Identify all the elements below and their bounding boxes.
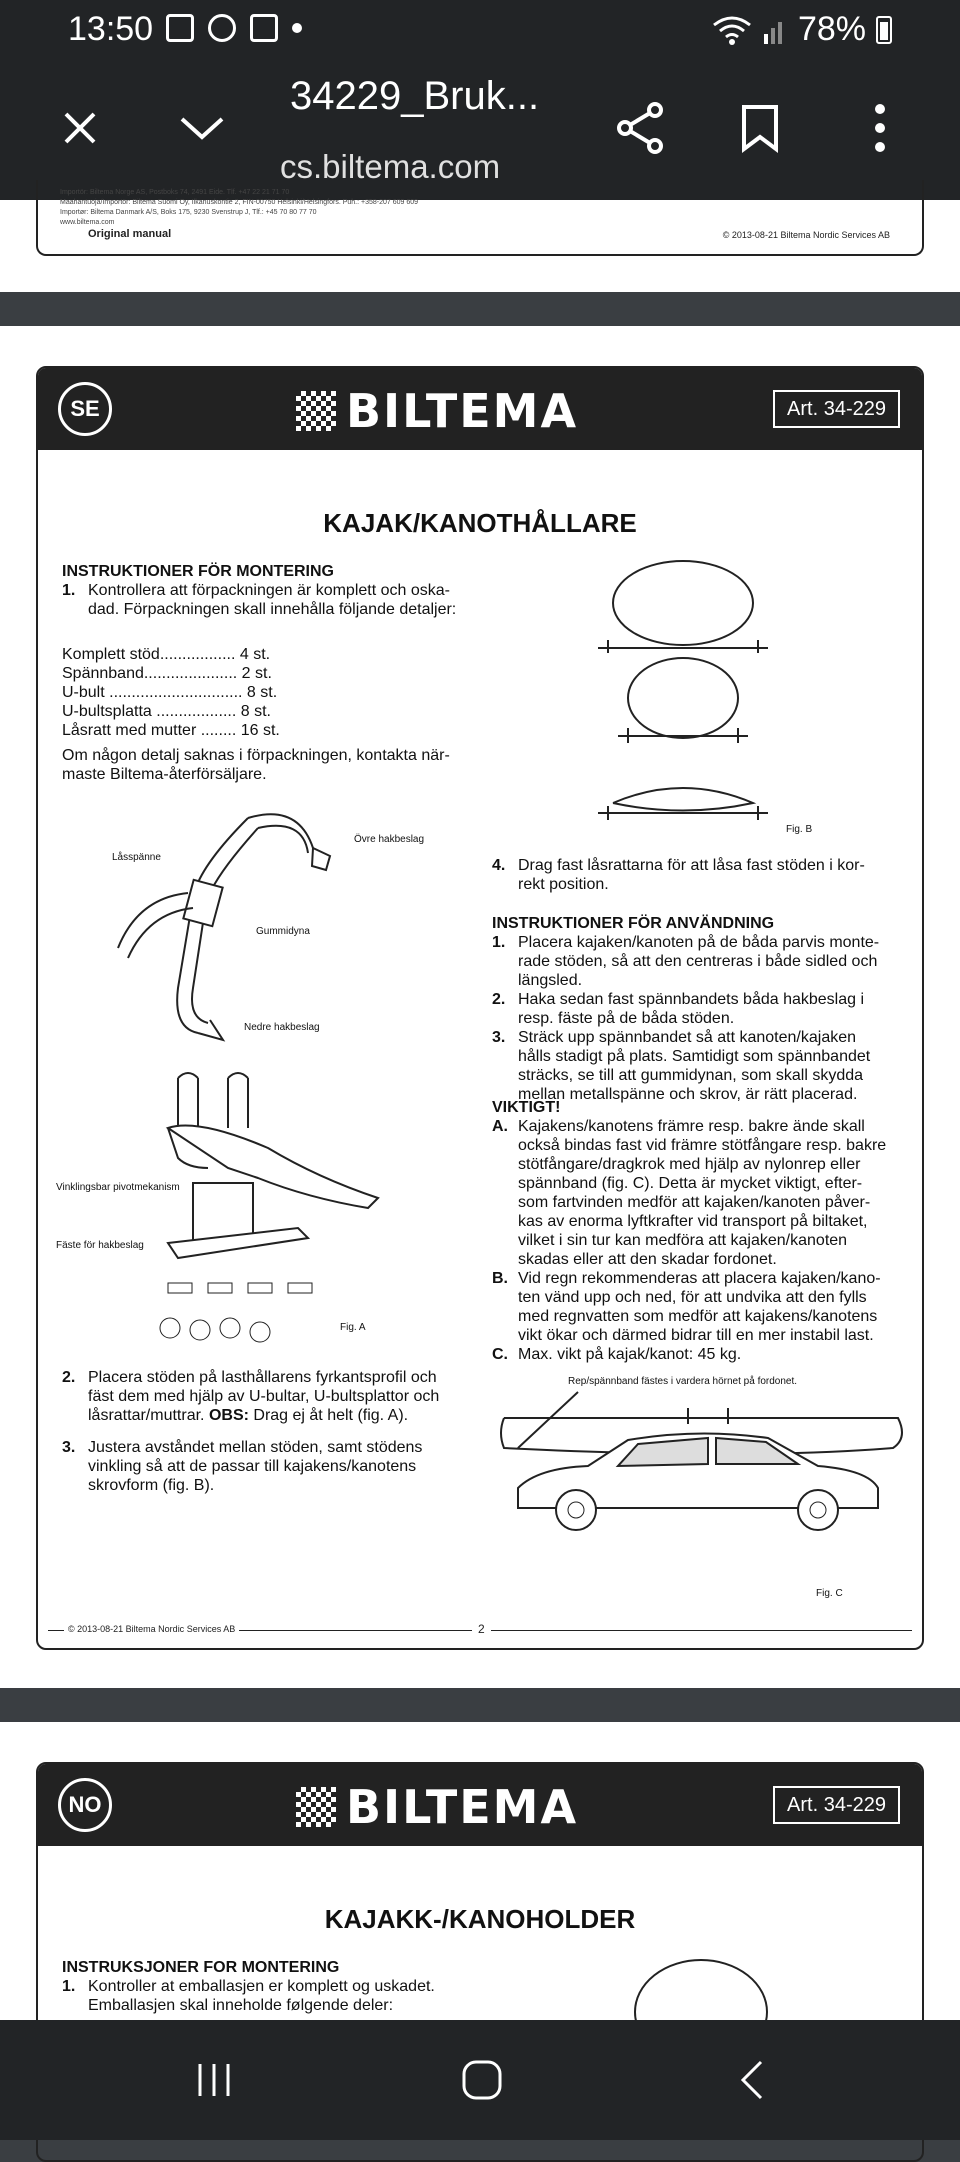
item-number: 2.	[492, 991, 506, 1008]
step-1	[62, 581, 482, 619]
item-text: rade stöden, så att den centreras i både sidled och	[518, 953, 878, 970]
item-text: Kajakens/kanotens främre resp. bakre ände skall	[518, 1118, 865, 1135]
item-text: också bindas fast vid främre stötfångare resp. bakre	[518, 1137, 887, 1154]
previous-page	[0, 189, 960, 292]
label-lasspanne: Låsspänne	[112, 852, 161, 863]
notification-icons	[166, 14, 302, 42]
item-text: ten vänd upp och ned, för att undvika att den fylls	[518, 1289, 867, 1306]
item-text: Placera kajaken/kanoten på de båda parvis monte-	[518, 934, 880, 951]
step-text: låsrattar/muttrar.	[88, 1407, 205, 1424]
article-number: Art. 34-229	[773, 390, 900, 428]
item-letter: C.	[492, 1346, 508, 1363]
item-text: vikt ökar och därmed bidrar till en mer instabil last.	[518, 1327, 874, 1344]
importer-line: Importör: Biltema Norge AS, Postboks 74, 2491 Eide. Tlf. +47 22 21 71 70	[60, 189, 290, 196]
note-line: maste Biltema-återförsäljare.	[62, 766, 267, 783]
label-ovre-hakbeslag: Övre hakbeslag	[354, 834, 425, 845]
parts-item: Komplett stöd................. 4 st.	[62, 646, 271, 663]
step-4	[492, 856, 912, 894]
item-number: 3.	[492, 1029, 506, 1046]
original-manual-label: Original manual	[84, 228, 175, 240]
label-faste: Fäste för hakbeslag	[56, 1240, 144, 1251]
logo-text: BILTEMA	[346, 384, 579, 438]
parts-item: Låsratt med mutter ........ 16 st.	[62, 722, 280, 739]
item-text: resp. fäste på de båda stöden.	[518, 1010, 735, 1027]
section-heading: INSTRUKTIONER FÖR MONTERING	[62, 563, 334, 580]
section-heading: INSTRUKSJONER FOR MONTERING	[62, 1959, 340, 1976]
article-number: Art. 34-229	[773, 1786, 900, 1824]
viewer-toolbar	[0, 58, 960, 200]
item-text: Vid regn rekommenderas att placera kajaken/kano-	[518, 1270, 881, 1287]
back-button[interactable]	[722, 2050, 782, 2110]
step-number: 3.	[62, 1439, 76, 1456]
note-line: Om någon detalj saknas i förpackningen, kontakta när-	[62, 747, 450, 764]
battery-icon	[876, 16, 892, 44]
item-text: längsled.	[518, 972, 583, 989]
step-text: skrovform (fig. B).	[88, 1477, 215, 1494]
page-frame	[36, 180, 924, 256]
label-vinkling: Vinklingsbar pivotmekanism	[56, 1182, 180, 1193]
item-text: vilket i sin tur kan medföra att kajaken/kanoten	[518, 1232, 848, 1249]
step-text: Justera avståndet mellan stöden, samt stödens	[88, 1439, 423, 1456]
item-text: mellan metallspänne och skrov, är rätt placerad.	[518, 1086, 858, 1103]
parts-list	[62, 645, 280, 740]
item-text: skadas eller att den skadar fordonet.	[518, 1251, 777, 1268]
label-rep: Rep/spännband fästes i vardera hörnet på fordonet.	[568, 1376, 798, 1387]
biltema-logo	[296, 384, 578, 438]
step-number: 2.	[62, 1369, 76, 1386]
page-se	[0, 326, 960, 1688]
strap-illustration	[98, 808, 398, 1048]
item-letter: B.	[492, 1270, 508, 1287]
back-icon	[737, 2058, 767, 2102]
step-1	[62, 1977, 482, 2015]
label-nedre-hakbeslag: Nedre hakbeslag	[244, 1022, 320, 1033]
item-number: 1.	[492, 934, 506, 951]
step-3	[62, 1438, 482, 1495]
share-icon	[615, 102, 665, 154]
bookmark-button[interactable]	[724, 92, 796, 164]
step-text: Kontrollera att förpackningen är komplett och oska-	[88, 582, 450, 599]
language-badge: NO	[58, 1778, 112, 1832]
kayak-illustration	[626, 1954, 776, 2024]
step-number: 4.	[492, 857, 506, 874]
recents-icon	[194, 2060, 234, 2100]
importer-info	[60, 188, 418, 228]
item-text: Max. vikt på kajak/kanot: 45 kg.	[518, 1346, 742, 1363]
fig-c-illustration	[498, 1388, 908, 1538]
more-notifications-icon	[292, 23, 302, 33]
important-heading: VIKTIGT!	[492, 1099, 561, 1116]
language-badge: SE	[58, 382, 112, 436]
document-url: cs.biltema.com	[280, 148, 501, 185]
home-icon	[460, 2058, 504, 2102]
expand-button[interactable]	[166, 92, 238, 164]
step-text: vinkling så att de passar till kajakens/kanotens	[88, 1458, 417, 1475]
step-number: 1.	[62, 1978, 76, 1995]
wifi-icon	[712, 15, 752, 45]
close-button[interactable]	[44, 92, 116, 164]
biltema-logo	[296, 1780, 578, 1834]
document-viewer[interactable]	[0, 189, 960, 2020]
page-header	[38, 368, 922, 450]
chevron-down-icon	[178, 113, 226, 143]
step-text: Kontroller at emballasjen er komplett og uskadet.	[88, 1978, 435, 1995]
section-heading: INSTRUKTIONER FÖR ANVÄNDNING	[492, 915, 775, 932]
copyright: © 2013-08-21 Biltema Nordic Services AB	[719, 230, 894, 240]
footer-copyright: © 2013-08-21 Biltema Nordic Services AB	[64, 1624, 239, 1634]
signal-icon	[762, 16, 788, 44]
calendar-icon	[250, 14, 278, 42]
step-text: Drag ej åt helt (fig. A).	[248, 1407, 409, 1424]
battery-percent: 78%	[797, 10, 866, 48]
missing-parts-note	[62, 746, 450, 784]
parts-item: Spännband..................... 2 st.	[62, 665, 272, 682]
support-illustration	[148, 1068, 408, 1368]
checker-icon	[296, 391, 336, 431]
close-icon	[60, 108, 100, 148]
item-text: Haka sedan fast spännbandets båda hakbeslag i	[518, 991, 865, 1008]
page-number: 2	[472, 1622, 491, 1636]
step-text: Drag fast låsrattarna för att låsa fast stöden i kor-	[518, 857, 865, 874]
item-letter: A.	[492, 1118, 508, 1135]
item-text: hålls stadigt på plats. Samtidigt som spännbandet	[518, 1048, 871, 1065]
fig-b-label: Fig. B	[786, 824, 813, 835]
share-button[interactable]	[604, 92, 676, 164]
step-text: Emballasjen skal inneholde følgende deler:	[88, 1997, 394, 2014]
step-text: rekt position.	[518, 876, 609, 893]
home-button[interactable]	[452, 2050, 512, 2110]
importer-line: Maahantuoja/Importör: Biltema Suomi Oy, Ilkanuskontie 2, FIN-00750 Helsinki/Helsingfors. Puh.: +358-207 609 609	[60, 199, 419, 206]
gallery-icon	[166, 14, 194, 42]
clock: 13:50	[68, 10, 154, 48]
fig-a-label: Fig. A	[340, 1322, 366, 1333]
item-text: Sträck upp spännbandet så att kanoten/kajaken	[518, 1029, 857, 1046]
system-nav-bar	[0, 2020, 960, 2140]
item-text: stötfångare/dragkrok med hjälp av nylonrep eller	[518, 1156, 861, 1173]
importer-line: Importør: Biltema Danmark A/S, Boks 175, 9230 Svenstrup J, Tlf.: +45 70 80 77 70	[60, 209, 317, 216]
status-bar	[0, 0, 960, 58]
parts-item: U-bultsplatta .................. 8 st.	[62, 703, 271, 720]
fig-c-label: Fig. C	[816, 1588, 843, 1599]
item-text: sträcks, se till att gummidynan, som skall skydda	[518, 1067, 864, 1084]
page-frame	[36, 366, 924, 1650]
step-2	[62, 1368, 482, 1425]
obs-label: OBS:	[208, 1407, 249, 1424]
recents-button[interactable]	[184, 2050, 244, 2110]
parts-item: U-bult .............................. 8 st.	[62, 684, 278, 701]
page-title: KAJAKK-/KANOHOLDER	[324, 1904, 636, 1934]
system-icons	[712, 10, 892, 49]
label-gummidyna: Gummidyna	[256, 926, 310, 937]
page-header	[38, 1764, 922, 1846]
page-title: KAJAK/KANOTHÅLLARE	[323, 508, 637, 538]
step-text: Placera stöden på lasthållarens fyrkantsprofil och	[88, 1369, 437, 1386]
document-title: 34229_Bruk...	[290, 74, 540, 118]
more-options-button[interactable]	[844, 92, 916, 164]
more-vert-icon	[870, 103, 890, 153]
fig-b-illustration	[588, 558, 778, 858]
logo-text: BILTEMA	[346, 1780, 579, 1834]
usage-list	[492, 933, 912, 1104]
step-number: 1.	[62, 582, 76, 599]
step-text: fäst dem med hjälp av U-bultar, U-bultsplattor och	[88, 1388, 440, 1405]
checker-icon	[296, 1787, 336, 1827]
item-text: som fartvinden medför att kajaken/kanoten påver-	[518, 1194, 871, 1211]
item-text: med regnvatten som medför att kajakens/kanotens	[518, 1308, 878, 1325]
item-text: kas av enorma lyftkrafter vid transport på biltaket,	[518, 1213, 868, 1230]
item-text: spännband (fig. C). Detta är mycket viktigt, efter-	[518, 1175, 863, 1192]
step-text: dad. Förpackningen skall innehålla följande detaljer:	[88, 601, 457, 618]
bookmark-icon	[740, 103, 780, 153]
chrome-icon	[208, 14, 236, 42]
importer-line: www.biltema.com	[60, 219, 115, 226]
important-list	[492, 1117, 912, 1364]
